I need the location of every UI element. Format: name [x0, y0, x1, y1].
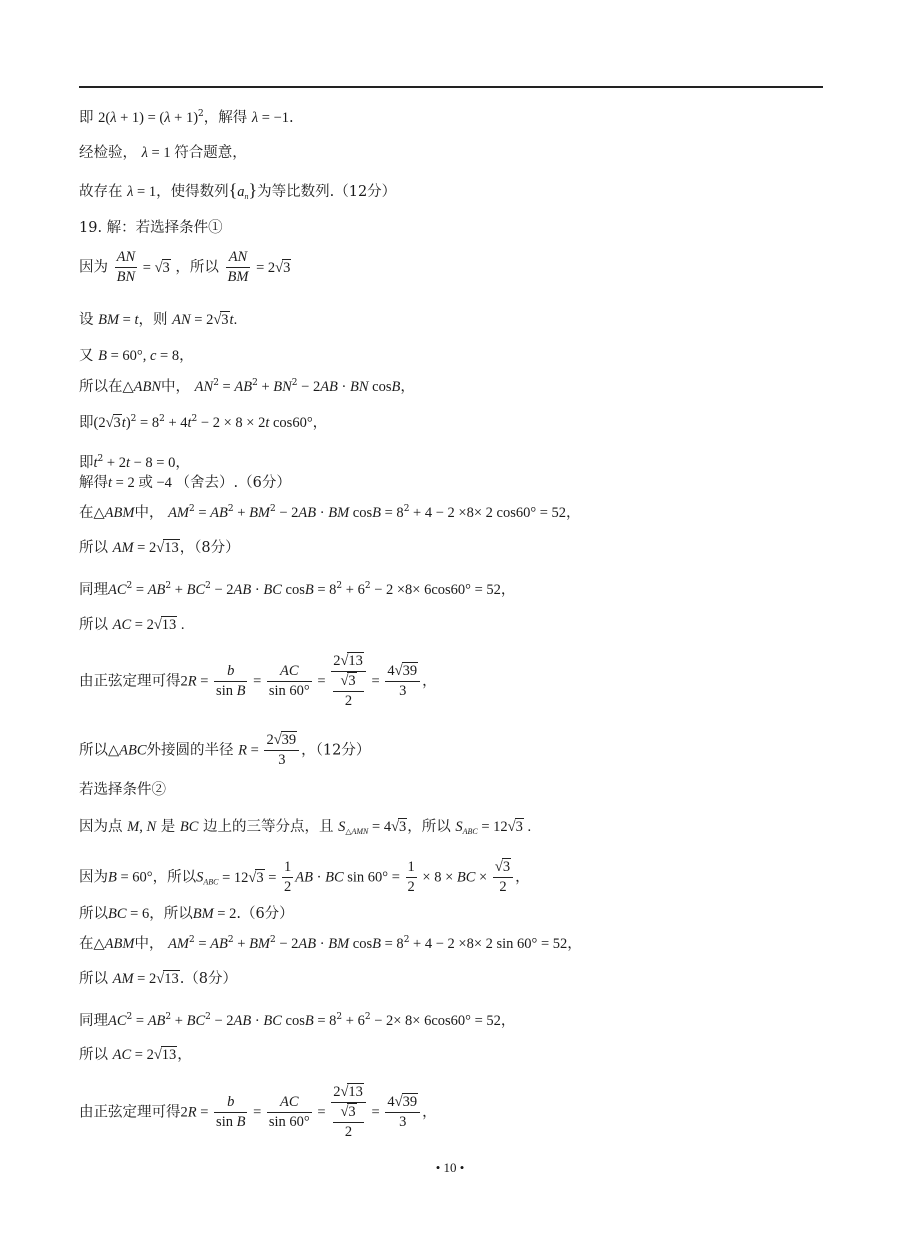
solution-line: 设 BM = t，则 AN = 2√3t. — [79, 312, 238, 328]
solution-line: 同理$AC^2 = AB^2 + BC^2 - 2AB$ · BC $\cos B = 8^2 + 6^2 - 2\times 8\times 6\cos 60^\circ = 52$， — [79, 1012, 516, 1029]
solution-line: 即$t^2 + 2t - 8 = 0$， — [79, 454, 190, 471]
solution-line: 由正弦定理可得2R = $\frac{b}{\text{sin B}}$ = $\frac{AC}{\sin 60^\circ}$ = 2√13 √3 2 = $\frac{4√39}{3}$ ， — [79, 653, 437, 709]
solution-line: 所以 AM = 2√13.（8分） — [79, 971, 238, 987]
header-rule — [79, 86, 823, 88]
solution-line: 所以 AM = 2√13，（8分） — [79, 540, 240, 556]
solution-line: 因为 $\frac{AN}{BN}$ = √3 ，所以 $\frac{AN}{BM}$ = 2√3 — [79, 249, 291, 285]
solution-line: 在△ABM中， $AM^2 = AB^2 + BM^2 - 2AB$ · BM $\cos B = 8^2 + 4 - 2 \times 8\times 2$ cos60° = 52， — [79, 504, 581, 521]
section-heading: 若选择条件② — [79, 782, 166, 798]
solution-line: 因为点 M, N 是 BC 边上的三等分点，且 $S_{\triangle AMN} = 4√3$，所以 $S_{ABC} = 12√3$ . — [79, 819, 532, 836]
section-heading: 19. 解：若选择条件① — [79, 220, 223, 236]
solution-line: 同理$AC^2 = AB^2 + BC^2 - 2AB$ · BC $\cos B = 8^2 + 6^2 - 2 \times 8\times 6\cos 60^\circ = 52$， — [79, 581, 516, 598]
solution-line: 又 B = 60°, c = 8， — [79, 348, 194, 364]
solution-line: 所以 AC = 2√13， — [79, 1047, 192, 1063]
solution-line: 因为B = 60°，所以$S_{ABC} = 12√3$ = $\frac{1}{2}$ AB · BC sin 60° = $\frac{1}{2}$ × 8 × BC × $\frac{√3}{2}$ ， — [79, 859, 530, 895]
solution-line: 所以△ABC外接圆的半径 R = $\frac{2√39}{3}$ ，（12分） — [79, 732, 371, 768]
solution-line: 所以 AC = 2√13 . — [79, 617, 185, 633]
solution-line: 在△ABM中， $AM^2 = AB^2 + BM^2 - 2AB$ · BM $\cos B = 8^2 + 4 - 2 \times 8\times 2$ sin 60° = 52， — [79, 935, 582, 952]
solution-line: 即 $2(\lambda + 1) = (\lambda + 1)^2$，解得 λ = −1. — [79, 109, 294, 126]
solution-line: 故存在 λ = 1，使得数列$\{a_n\}$为等比数列.（12分） — [79, 180, 397, 201]
solution-line: 经检验， λ = 1 符合题意， — [79, 145, 247, 161]
solution-line: 即$(2√3t)^2 = 8^2 + 4t^2 - 2 \times 8 \times 2t$ cos60°， — [79, 414, 328, 431]
page-number: • 10 • — [435, 1160, 465, 1175]
solution-line: 由正弦定理可得2R = $\frac{b}{\text{sin B}}$ = $\frac{AC}{\sin 60^\circ}$ = 2√13 √3 2 = $\frac{4√39}{3}$ ， — [79, 1084, 437, 1140]
solution-line: 所以在△ABN中， $AN^2 = AB^2 + BN^2 - 2AB$ · BN cosB， — [79, 378, 415, 395]
solution-line: 所以BC = 6，所以BM = 2.（6分） — [79, 906, 294, 922]
solution-line: 解得t = 2 或 −4 （舍去）.（6分） — [79, 475, 291, 491]
